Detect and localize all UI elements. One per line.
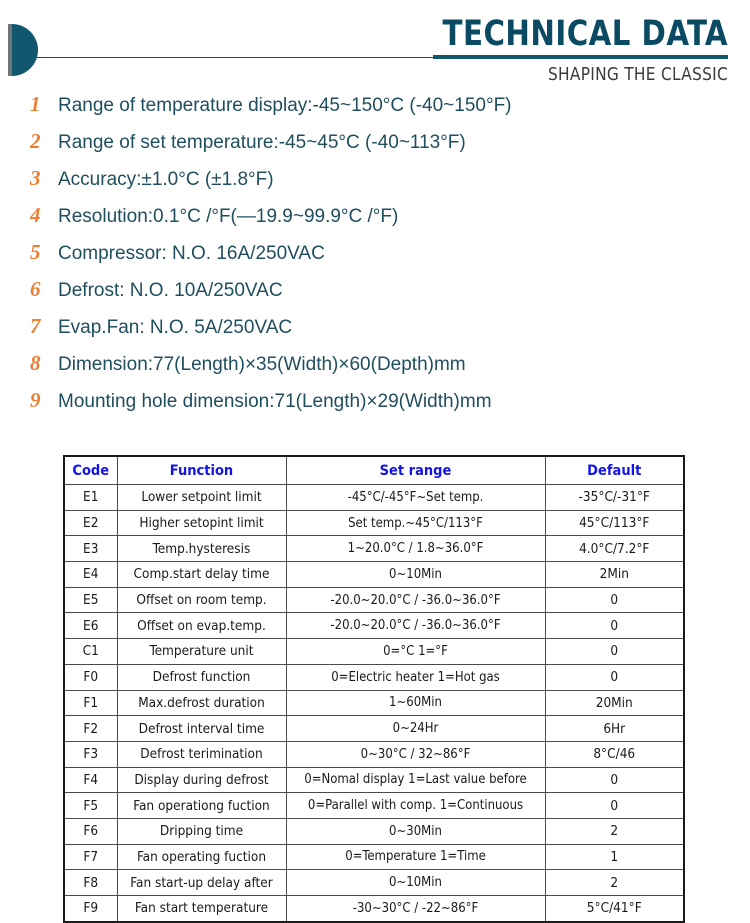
spec-list-item <box>0 240 750 277</box>
table-cell-code: E4 <box>64 562 117 588</box>
spec-item-text: Range of set temperature:-45~45°C (-40~113°F) <box>58 132 466 153</box>
table-cell-range: 0=Electric heater 1=Hot gas <box>286 664 545 690</box>
table-row <box>64 896 684 922</box>
table-cell-function: Temperature unit <box>117 639 286 665</box>
table-cell-function: Higher setopint limit <box>117 510 286 536</box>
table-cell-default: 0 <box>545 639 684 665</box>
table-cell-code: E1 <box>64 485 117 511</box>
table-cell-default: 0 <box>545 587 684 613</box>
table-row <box>64 793 684 819</box>
table-row <box>64 844 684 870</box>
table-cell-function: Offset on room temp. <box>117 587 286 613</box>
table-cell-default: 2 <box>545 818 684 844</box>
table-cell-default: 8°C/46 <box>545 741 684 767</box>
table-cell-code: F9 <box>64 896 117 922</box>
spec-item-number: 3 <box>30 166 41 190</box>
table-cell-range: -30~30°C / -22~86°F <box>286 896 545 922</box>
table-cell-function: Fan start temperature <box>117 896 286 922</box>
table-cell-range: 0~30Min <box>286 818 545 844</box>
spec-list-item <box>0 166 750 203</box>
spec-item-text: Range of temperature display:-45~150°C (-40~150°F) <box>58 95 512 116</box>
spec-item-number: 9 <box>30 388 41 412</box>
table-row <box>64 741 684 767</box>
table-cell-range: 0=Nomal display 1=Last value before <box>286 767 545 793</box>
table-row <box>64 510 684 536</box>
table-cell-default: 0 <box>545 793 684 819</box>
table-row <box>64 716 684 742</box>
table-row <box>64 485 684 511</box>
table-cell-code: F4 <box>64 767 117 793</box>
table-cell-range: 0~24Hr <box>286 716 545 742</box>
table-cell-function: Fan operating fuction <box>117 844 286 870</box>
table-cell-default: 45°C/113°F <box>545 510 684 536</box>
table-cell-function: Display during defrost <box>117 767 286 793</box>
table-cell-default: 20Min <box>545 690 684 716</box>
table-cell-default: 5°C/41°F <box>545 896 684 922</box>
spec-list-item <box>0 314 750 351</box>
table-cell-range: 1~20.0°C / 1.8~36.0°F <box>286 536 545 562</box>
table-cell-range: 0=°C 1=°F <box>286 639 545 665</box>
table-cell-range: -20.0~20.0°C / -36.0~36.0°F <box>286 587 545 613</box>
table-cell-default: -35°C/-31°F <box>545 485 684 511</box>
table-header <box>64 456 684 485</box>
spec-list-item <box>0 388 750 425</box>
table-cell-code: F7 <box>64 844 117 870</box>
table-cell-default: 6Hr <box>545 716 684 742</box>
table-cell-function: Comp.start delay time <box>117 562 286 588</box>
table-cell-code: C1 <box>64 639 117 665</box>
spec-item-number: 2 <box>30 129 41 153</box>
table-cell-range: -20.0~20.0°C / -36.0~36.0°F <box>286 613 545 639</box>
page-title: TECHNICAL DATA <box>442 14 728 54</box>
table-cell-function: Dripping time <box>117 818 286 844</box>
spec-item-number: 8 <box>30 351 41 375</box>
table-cell-function: Temp.hysteresis <box>117 536 286 562</box>
spec-list-item <box>0 129 750 166</box>
table-cell-code: F0 <box>64 664 117 690</box>
spec-list-item <box>0 203 750 240</box>
table-cell-code: E5 <box>64 587 117 613</box>
table-row <box>64 870 684 896</box>
table-header-row <box>64 456 684 485</box>
table-row <box>64 536 684 562</box>
table-cell-function: Lower setpoint limit <box>117 485 286 511</box>
spec-list-item <box>0 92 750 129</box>
table-cell-range: 0~10Min <box>286 870 545 896</box>
table-cell-code: F3 <box>64 741 117 767</box>
table-cell-code: E3 <box>64 536 117 562</box>
header-tagline: SHAPING THE CLASSIC <box>547 64 728 85</box>
table-cell-default: 4.0°C/7.2°F <box>545 536 684 562</box>
table-cell-default: 2 <box>545 870 684 896</box>
page-header <box>0 0 750 92</box>
column-header-default: Default <box>545 456 684 485</box>
parameter-table-wrapper <box>63 455 683 923</box>
table-cell-function: Offset on evap.temp. <box>117 613 286 639</box>
table-row <box>64 562 684 588</box>
table-cell-range: Set temp.~45°C/113°F <box>286 510 545 536</box>
table-cell-function: Max.defrost duration <box>117 690 286 716</box>
table-cell-code: F8 <box>64 870 117 896</box>
parameter-table <box>63 455 685 923</box>
table-row <box>64 639 684 665</box>
spec-item-number: 7 <box>30 314 41 338</box>
table-cell-function: Defrost interval time <box>117 716 286 742</box>
spec-list-item <box>0 277 750 314</box>
halfcircle-decoration-icon <box>8 24 38 76</box>
title-underline-bar <box>433 55 728 59</box>
spec-item-number: 5 <box>30 240 41 264</box>
table-cell-code: E6 <box>64 613 117 639</box>
header-title-block <box>308 16 728 85</box>
table-cell-code: E2 <box>64 510 117 536</box>
spec-item-text: Compressor: N.O. 16A/250VAC <box>58 243 325 264</box>
table-cell-function: Defrost function <box>117 664 286 690</box>
table-cell-default: 2Min <box>545 562 684 588</box>
spec-item-text: Evap.Fan: N.O. 5A/250VAC <box>58 317 293 338</box>
spec-item-text: Defrost: N.O. 10A/250VAC <box>58 280 283 301</box>
table-cell-code: F1 <box>64 690 117 716</box>
table-row <box>64 818 684 844</box>
spec-list-item <box>0 351 750 388</box>
spec-item-number: 6 <box>30 277 41 301</box>
table-cell-function: Fan operationg fuction <box>117 793 286 819</box>
spec-item-text: Resolution:0.1°C /°F(—19.9~99.9°C /°F) <box>58 206 399 227</box>
table-row <box>64 664 684 690</box>
table-cell-range: 0=Parallel with comp. 1=Continuous <box>286 793 545 819</box>
column-header-setrange: Set range <box>286 456 545 485</box>
table-row <box>64 613 684 639</box>
table-cell-range: 0=Temperature 1=Time <box>286 844 545 870</box>
table-cell-default: 1 <box>545 844 684 870</box>
table-cell-range: 0~10Min <box>286 562 545 588</box>
spec-item-text: Accuracy:±1.0°C (±1.8°F) <box>58 169 274 190</box>
spec-item-number: 1 <box>30 92 41 116</box>
table-cell-code: F5 <box>64 793 117 819</box>
table-cell-default: 0 <box>545 767 684 793</box>
table-body <box>64 485 684 922</box>
table-row <box>64 767 684 793</box>
table-cell-default: 0 <box>545 664 684 690</box>
table-cell-function: Fan start-up delay after <box>117 870 286 896</box>
table-cell-code: F6 <box>64 818 117 844</box>
column-header-function: Function <box>117 456 286 485</box>
specification-list <box>0 92 750 425</box>
table-cell-range: 1~60Min <box>286 690 545 716</box>
table-cell-range: -45°C/-45°F~Set temp. <box>286 485 545 511</box>
column-header-code: Code <box>64 456 117 485</box>
spec-item-text: Dimension:77(Length)×35(Width)×60(Depth)mm <box>58 354 466 375</box>
table-row <box>64 690 684 716</box>
spec-item-text: Mounting hole dimension:71(Length)×29(Width)mm <box>58 391 492 412</box>
table-row <box>64 587 684 613</box>
table-cell-default: 0 <box>545 613 684 639</box>
spec-item-number: 4 <box>30 203 41 227</box>
table-cell-function: Defrost terimination <box>117 741 286 767</box>
table-cell-code: F2 <box>64 716 117 742</box>
table-cell-range: 0~30°C / 32~86°F <box>286 741 545 767</box>
